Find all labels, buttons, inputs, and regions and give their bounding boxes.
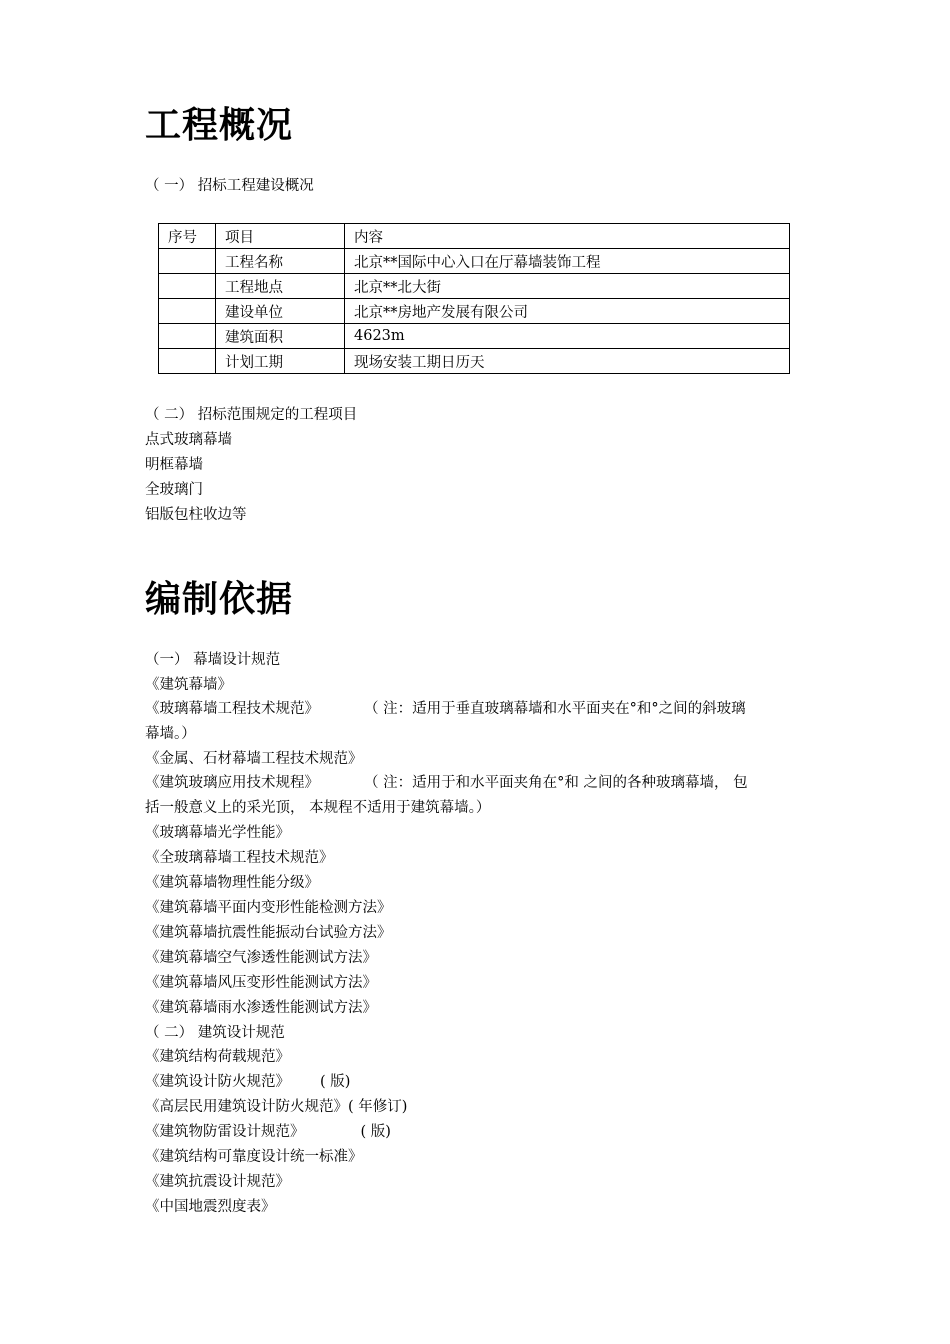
table-cell [159, 324, 216, 349]
list-item-title: 《玻璃幕墙工程技术规范》 [145, 701, 319, 717]
table-row [159, 324, 790, 349]
list-item: 《中国地震烈度表》 [145, 1199, 276, 1215]
table-cell: 4623m [345, 324, 790, 349]
list-item-title: 《建筑玻璃应用技术规程》 [145, 775, 319, 791]
list-item: 《全玻璃幕墙工程技术规范》 [145, 850, 334, 866]
list-item: 《建筑幕墙平面内变形性能检测方法》 [145, 900, 392, 916]
table-cell: 建设单位 [216, 299, 345, 324]
subsection-heading: （ 一） 招标工程建设概况 [145, 178, 314, 194]
list-item: 全玻璃门 [145, 482, 203, 498]
list-item: 《建筑幕墙雨水渗透性能测试方法》 [145, 1000, 377, 1016]
project-info-table [158, 223, 790, 374]
table-cell: 工程地点 [216, 274, 345, 299]
table-row [159, 249, 790, 274]
list-item: 《建筑幕墙》 [145, 677, 232, 693]
list-item: 《建筑幕墙抗震性能振动台试验方法》 [145, 925, 392, 941]
list-item-continuation: 幕墙。） [145, 726, 196, 742]
table-cell: 北京**北大街 [345, 274, 790, 299]
list-item [145, 773, 748, 793]
list-item: 《高层民用建筑设计防火规范》( 年修订) [145, 1099, 408, 1115]
section-title-basis: 编制依据 [145, 579, 294, 620]
table-cell: 北京**房地产发展有限公司 [345, 299, 790, 324]
table-cell: 北京**国际中心入口在厅幕墙装饰工程 [345, 249, 790, 274]
list-item-note: （ 注：适用于和水平面夹角在°和 之间的各种玻璃幕墙， 包 [364, 775, 748, 791]
table-cell: 现场安装工期日历天 [345, 349, 790, 374]
list-item-title: 《建筑设计防火规范》 [145, 1074, 290, 1090]
table-cell: 建筑面积 [216, 324, 345, 349]
table-cell: 工程名称 [216, 249, 345, 274]
table-row [159, 349, 790, 374]
table-header-row [159, 224, 790, 249]
list-item [145, 699, 746, 719]
list-item: 《建筑幕墙物理性能分级》 [145, 875, 319, 891]
list-item [145, 1122, 391, 1142]
table-cell: 计划工期 [216, 349, 345, 374]
subsection-heading: （ 二） 招标范围规定的工程项目 [145, 407, 358, 423]
list-item: 《玻璃幕墙光学性能》 [145, 825, 290, 841]
list-item-title: 《建筑物防雷设计规范》 [145, 1124, 305, 1140]
table-cell [159, 249, 216, 274]
table-cell [159, 299, 216, 324]
subsection-heading: （ 二） 建筑设计规范 [145, 1025, 285, 1041]
table-cell [159, 274, 216, 299]
list-item: 《金属、石材幕墙工程技术规范》 [145, 751, 363, 767]
list-item [145, 1072, 350, 1092]
list-item: 《建筑结构可靠度设计统一标准》 [145, 1149, 363, 1165]
list-item-edition: ( 版) [320, 1074, 351, 1090]
section-title-overview: 工程概况 [145, 105, 294, 146]
list-item: 明框幕墙 [145, 457, 203, 473]
list-item-note: （ 注：适用于垂直玻璃幕墙和水平面夹在°和°之间的斜玻璃 [364, 701, 746, 717]
table-row [159, 274, 790, 299]
table-cell [159, 349, 216, 374]
table-header-cell: 内容 [345, 224, 790, 249]
list-item: 铝版包柱收边等 [145, 507, 247, 523]
list-item: 《建筑幕墙空气渗透性能测试方法》 [145, 950, 377, 966]
table-row [159, 299, 790, 324]
list-item: 《建筑幕墙风压变形性能测试方法》 [145, 975, 377, 991]
table-header-cell: 项目 [216, 224, 345, 249]
list-item-continuation: 括一般意义上的采光顶， 本规程不适用于建筑幕墙。） [145, 800, 491, 816]
list-item: 《建筑抗震设计规范》 [145, 1174, 290, 1190]
list-item-edition: ( 版) [360, 1124, 391, 1140]
subsection-heading: （一） 幕墙设计规范 [145, 652, 281, 668]
table-header-cell: 序号 [159, 224, 216, 249]
list-item: 点式玻璃幕墙 [145, 432, 232, 448]
list-item: 《建筑结构荷载规范》 [145, 1049, 290, 1065]
